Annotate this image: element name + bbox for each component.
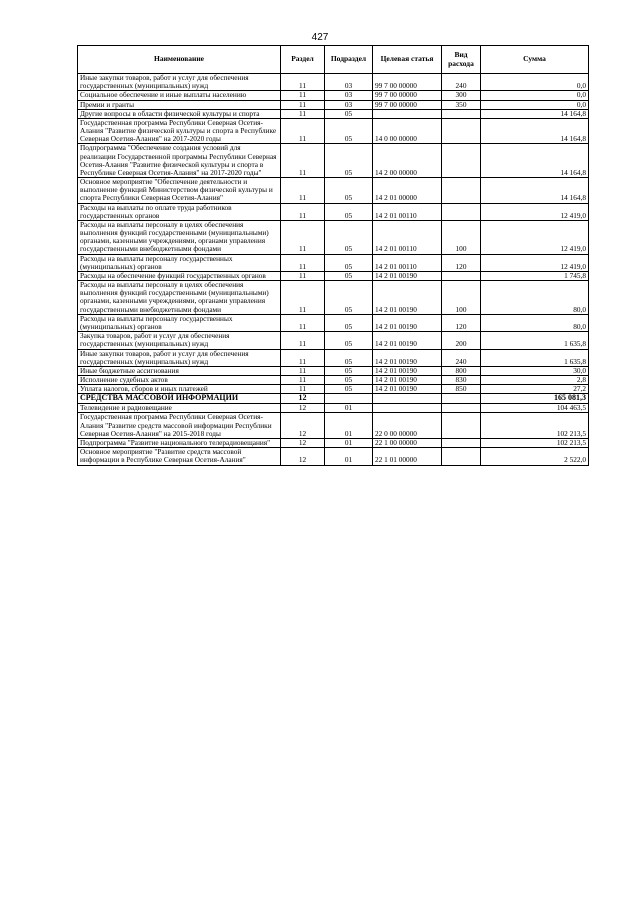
cell-section: 11: [281, 74, 325, 91]
cell-name: Государственная программа Республики Северная Осетия-Алания "Развитие средств массовой информации Республики Северная Осетия-Алания" на 2015-2018 годы: [78, 413, 281, 439]
cell-sum: 30,0: [481, 366, 589, 375]
cell-article: 14 2 01 00110: [373, 254, 442, 271]
table-row: [78, 314, 589, 331]
table-header-row: [78, 46, 589, 74]
cell-name: Другие вопросы в области физической культуры и спорта: [78, 109, 281, 118]
cell-type: 830: [442, 376, 481, 385]
cell-article: 22 1 00 00000: [373, 439, 442, 448]
table-row: [78, 332, 589, 349]
cell-name: Закупка товаров, работ и услуг для обеспечения государственных (муниципальных) нужд: [78, 332, 281, 349]
cell-section: 12: [281, 394, 325, 404]
cell-section: 11: [281, 385, 325, 394]
page-number: 427: [311, 32, 329, 43]
cell-article: [373, 394, 442, 404]
cell-name: Социальное обеспечение и иные выплаты населению: [78, 91, 281, 100]
cell-name: Уплата налогов, сборов и иных платежей: [78, 385, 281, 394]
cell-article: 14 2 01 00000: [373, 178, 442, 204]
cell-subsection: 01: [325, 413, 373, 439]
cell-type: [442, 271, 481, 280]
cell-subsection: 05: [325, 314, 373, 331]
cell-subsection: 05: [325, 109, 373, 118]
cell-name: Расходы на выплаты персоналу в целях обеспечения выполнения функций государственными (муниципальными) органами, казенными учреждениями, органами управления государственными внебюджетными фондами: [78, 281, 281, 315]
header-section: Раздел: [281, 46, 325, 74]
cell-name: Премии и гранты: [78, 100, 281, 109]
cell-name: Иные закупки товаров, работ и услуг для обеспечения государственных (муниципальных) нужд: [78, 74, 281, 91]
cell-type: [442, 118, 481, 144]
cell-name: Расходы на выплаты персоналу государственных (муниципальных) органов: [78, 314, 281, 331]
cell-name: Расходы на обеспечение функций государственных органов: [78, 271, 281, 280]
table-row: [78, 109, 589, 118]
cell-type: 120: [442, 314, 481, 331]
cell-name: Государственная программа Республики Северная Осетия-Алания "Развитие физической культуры и спорта в Республике Северная Осетия-Алания" на 2017-2020 годы: [78, 118, 281, 144]
table-row: [78, 448, 589, 465]
cell-sum: 14 164,8: [481, 144, 589, 178]
cell-type: 240: [442, 349, 481, 366]
table-row: [78, 220, 589, 254]
cell-name: СРЕДСТВА МАССОВОЙ ИНФОРМАЦИИ: [78, 394, 281, 404]
table-row: [78, 413, 589, 439]
cell-section: 11: [281, 203, 325, 220]
cell-sum: 104 463,5: [481, 404, 589, 413]
table-row: [78, 394, 589, 404]
cell-subsection: 03: [325, 100, 373, 109]
cell-article: 14 2 00 00000: [373, 144, 442, 178]
cell-subsection: 05: [325, 385, 373, 394]
cell-article: 14 2 01 00190: [373, 314, 442, 331]
cell-section: 11: [281, 281, 325, 315]
cell-subsection: 05: [325, 220, 373, 254]
cell-sum: 1 745,8: [481, 271, 589, 280]
cell-name: Подпрограмма "Развитие национального телерадиовещания": [78, 439, 281, 448]
cell-subsection: 05: [325, 203, 373, 220]
cell-subsection: 05: [325, 349, 373, 366]
header-article: Целевая статья: [373, 46, 442, 74]
cell-subsection: 03: [325, 91, 373, 100]
cell-type: [442, 178, 481, 204]
table-row: [78, 178, 589, 204]
cell-name: Иные закупки товаров, работ и услуг для обеспечения государственных (муниципальных) нужд: [78, 349, 281, 366]
cell-name: Расходы на выплаты по оплате труда работников государственных органов: [78, 203, 281, 220]
table-row: [78, 74, 589, 91]
cell-type: [442, 203, 481, 220]
cell-sum: 14 164,8: [481, 178, 589, 204]
cell-section: 12: [281, 448, 325, 465]
table-row: [78, 91, 589, 100]
table-row: [78, 349, 589, 366]
cell-sum: 0,0: [481, 74, 589, 91]
cell-section: 12: [281, 439, 325, 448]
table-row: [78, 144, 589, 178]
budget-table: [77, 45, 589, 466]
cell-type: [442, 413, 481, 439]
header-type: Вид расхода: [442, 46, 481, 74]
cell-article: 99 7 00 00000: [373, 91, 442, 100]
cell-section: 11: [281, 271, 325, 280]
cell-article: 14 2 01 00190: [373, 385, 442, 394]
header-name: Наименование: [78, 46, 281, 74]
cell-section: 11: [281, 366, 325, 375]
cell-sum: 102 213,5: [481, 413, 589, 439]
cell-article: 14 2 01 00190: [373, 349, 442, 366]
cell-section: 11: [281, 349, 325, 366]
cell-article: 14 2 01 00190: [373, 281, 442, 315]
cell-article: [373, 404, 442, 413]
cell-section: 11: [281, 91, 325, 100]
cell-sum: 2,8: [481, 376, 589, 385]
cell-sum: 1 635,8: [481, 332, 589, 349]
cell-name: Основное мероприятие "Обеспечение деятельности и выполнение функций Министерством физической культуры и спорта Республики Северная Осетия-Алания": [78, 178, 281, 204]
cell-section: 11: [281, 109, 325, 118]
cell-section: 12: [281, 404, 325, 413]
cell-subsection: 05: [325, 118, 373, 144]
cell-sum: 14 164,8: [481, 118, 589, 144]
cell-subsection: 03: [325, 74, 373, 91]
cell-name: Иные бюджетные ассигнования: [78, 366, 281, 375]
cell-sum: 80,0: [481, 281, 589, 315]
cell-article: 14 2 01 00110: [373, 220, 442, 254]
cell-section: 11: [281, 332, 325, 349]
cell-article: 22 1 01 00000: [373, 448, 442, 465]
cell-subsection: 01: [325, 404, 373, 413]
table-row: [78, 100, 589, 109]
cell-subsection: [325, 394, 373, 404]
cell-sum: 14 164,8: [481, 109, 589, 118]
cell-subsection: 05: [325, 271, 373, 280]
cell-name: Основное мероприятие "Развитие средств массовой информации в Республике Северная Осетия-Алания": [78, 448, 281, 465]
cell-subsection: 05: [325, 254, 373, 271]
cell-section: 11: [281, 144, 325, 178]
cell-type: 240: [442, 74, 481, 91]
header-subsection: Подраздел: [325, 46, 373, 74]
cell-article: 14 0 00 00000: [373, 118, 442, 144]
cell-type: 800: [442, 366, 481, 375]
cell-subsection: 05: [325, 281, 373, 315]
cell-subsection: 05: [325, 332, 373, 349]
cell-subsection: 05: [325, 178, 373, 204]
cell-name: Телевидение и радиовещание: [78, 404, 281, 413]
cell-type: 350: [442, 100, 481, 109]
cell-article: 14 2 01 00190: [373, 376, 442, 385]
cell-sum: 2 522,0: [481, 448, 589, 465]
cell-type: [442, 448, 481, 465]
cell-name: Подпрограмма "Обеспечение создания условий для реализации Государственной программы Республики Северная Осетия-Алания "Развитие физической культуры и спорта в Республике Северная Осетия-Алания" на 2017-2020 годы": [78, 144, 281, 178]
cell-type: [442, 404, 481, 413]
cell-type: 100: [442, 220, 481, 254]
cell-name: Расходы на выплаты персоналу государственных (муниципальных) органов: [78, 254, 281, 271]
cell-section: 11: [281, 118, 325, 144]
cell-name: Расходы на выплаты персоналу в целях обеспечения выполнения функций государственными (муниципальными) органами, казенными учреждениями, органами управления государственными внебюджетными фондами: [78, 220, 281, 254]
cell-type: 850: [442, 385, 481, 394]
cell-article: 14 2 01 00190: [373, 332, 442, 349]
table-row: [78, 118, 589, 144]
cell-sum: 12 419,0: [481, 203, 589, 220]
cell-type: 200: [442, 332, 481, 349]
cell-sum: 0,0: [481, 91, 589, 100]
cell-type: [442, 109, 481, 118]
cell-sum: 0,0: [481, 100, 589, 109]
cell-section: 11: [281, 178, 325, 204]
cell-sum: 1 635,8: [481, 349, 589, 366]
cell-type: 100: [442, 281, 481, 315]
cell-sum: 80,0: [481, 314, 589, 331]
cell-section: 11: [281, 254, 325, 271]
cell-subsection: 01: [325, 448, 373, 465]
cell-subsection: 05: [325, 376, 373, 385]
table-row: [78, 254, 589, 271]
cell-article: 14 2 01 00190: [373, 366, 442, 375]
cell-name: Исполнение судебных актов: [78, 376, 281, 385]
cell-subsection: 05: [325, 144, 373, 178]
cell-type: [442, 144, 481, 178]
cell-type: [442, 439, 481, 448]
cell-article: [373, 109, 442, 118]
cell-article: 14 2 01 00190: [373, 271, 442, 280]
cell-type: [442, 394, 481, 404]
table-row: [78, 281, 589, 315]
cell-section: 11: [281, 220, 325, 254]
table-row: [78, 203, 589, 220]
cell-article: 14 2 01 00110: [373, 203, 442, 220]
cell-sum: 12 419,0: [481, 220, 589, 254]
cell-sum: 165 081,3: [481, 394, 589, 404]
cell-sum: 102 213,5: [481, 439, 589, 448]
cell-sum: 27,2: [481, 385, 589, 394]
cell-type: 120: [442, 254, 481, 271]
cell-subsection: 01: [325, 439, 373, 448]
cell-article: 99 7 00 00000: [373, 100, 442, 109]
cell-section: 11: [281, 376, 325, 385]
header-sum: Сумма: [481, 46, 589, 74]
cell-article: 99 7 00 00000: [373, 74, 442, 91]
cell-section: 11: [281, 100, 325, 109]
cell-section: 11: [281, 314, 325, 331]
cell-article: 22 0 00 00000: [373, 413, 442, 439]
cell-subsection: 05: [325, 366, 373, 375]
cell-type: 300: [442, 91, 481, 100]
cell-section: 12: [281, 413, 325, 439]
cell-sum: 12 419,0: [481, 254, 589, 271]
